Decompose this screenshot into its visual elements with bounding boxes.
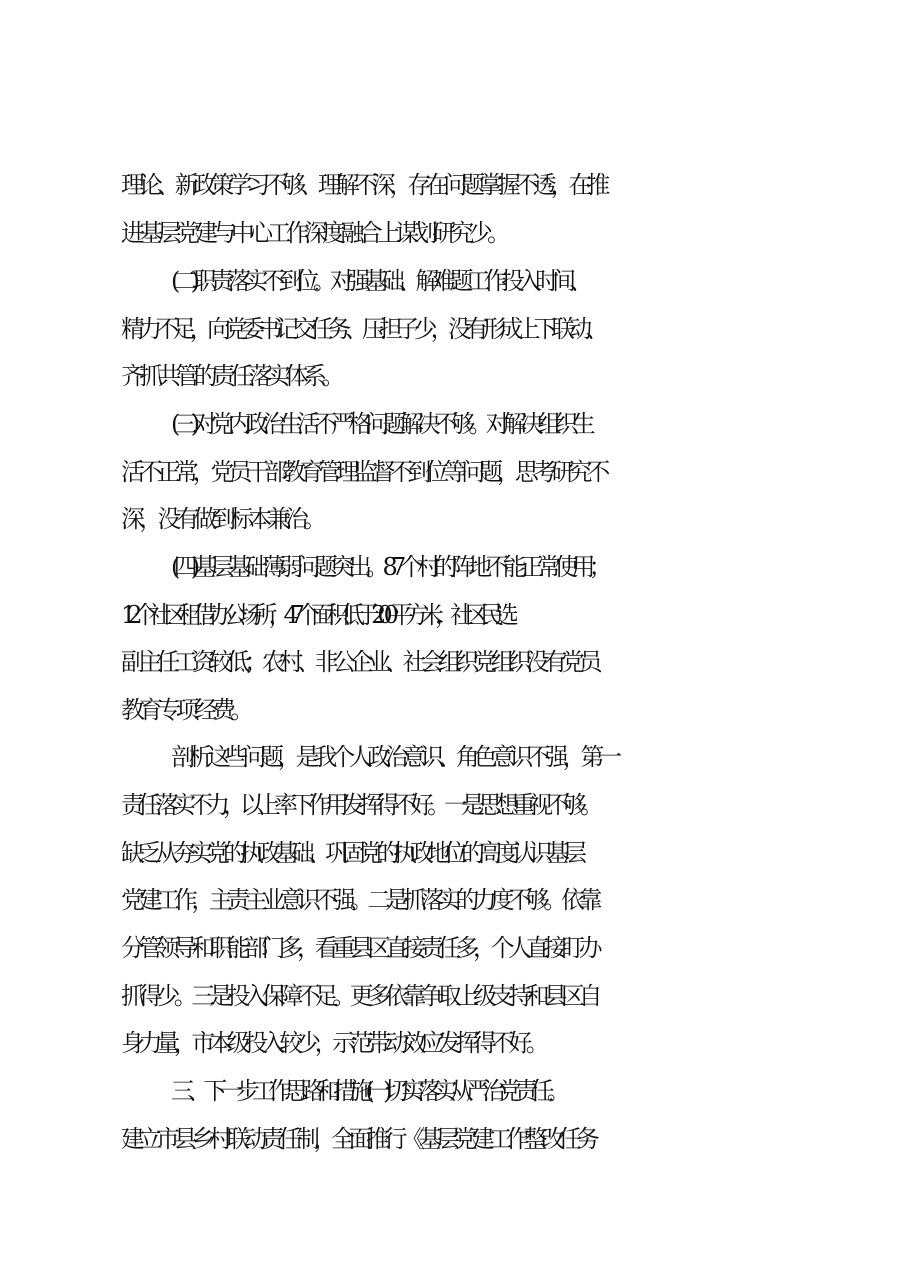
text-line: 深，没有做到标本兼治。 (121, 505, 322, 533)
paragraph-start-line: (三)对党内政治生活不严格问题解决不够。对解决组织生 (171, 410, 589, 438)
text-line: 缺乏从夯实党的执政基础、巩固党的执政地位的高度认识基层 (121, 839, 580, 867)
text-line: 责任落实不力，以上率下作用发挥得不好。一是思想重视不够。 (121, 791, 597, 819)
text-line: 建立市县乡村联动责任制，全面推行《基层党建工作整改任务 (121, 1125, 594, 1153)
paragraph-start-line: 三、下一步工作思路和措施(一)切实落实从严治党责任。 (171, 1077, 563, 1105)
text-line: 身力量，市本级投入较少，示范带动效应发挥得不好。 (121, 1029, 544, 1057)
text-line: 党建工作，主责主业意识不强。二是抓落实的力度不够。依靠 (121, 886, 597, 914)
text-line: 进基层党建与中心工作深度融合上谋划研究少。 (121, 219, 506, 247)
text-line: 副主任工资较低；农村、非公企业、社会组织党组织没有党员 (121, 648, 597, 676)
text-line: 齐抓共管的责任落实体系。 (121, 362, 340, 390)
text-line: 理论、新政策学习不够、理解不深，存在问题掌握不透，在推 (121, 171, 605, 199)
text-line: 抓得少。三是投入保障不足。更多依靠争取上级支持和县区自 (121, 982, 597, 1010)
text-line: 精力不足，向党委书记交任务、压担子少，没有形成上下联动、 (121, 315, 603, 343)
text-line: 分管领导和职能部门多，看重县区直接责任多，个人直接盯办 (121, 934, 597, 962)
paragraph-start-line: (二)职责落实不到位。对强基础、解难题工作投入时间、 (171, 267, 587, 295)
text-line: 12个社区租借办公场所，47个面积低于200平方米，社区民选 (121, 601, 510, 629)
text-line: 教育专项经费。 (121, 696, 249, 724)
paragraph-start-line: 剖析这些问题，是我个人政治意识、角色意识不强，第一 (171, 743, 616, 771)
paragraph-start-line: (四)基层基础薄弱问题突出。87个村的阵地不能正常使用； (171, 553, 606, 581)
text-line: 活不正常，党员干部教育管理监督不到位等问题，思考研究不 (121, 458, 605, 486)
